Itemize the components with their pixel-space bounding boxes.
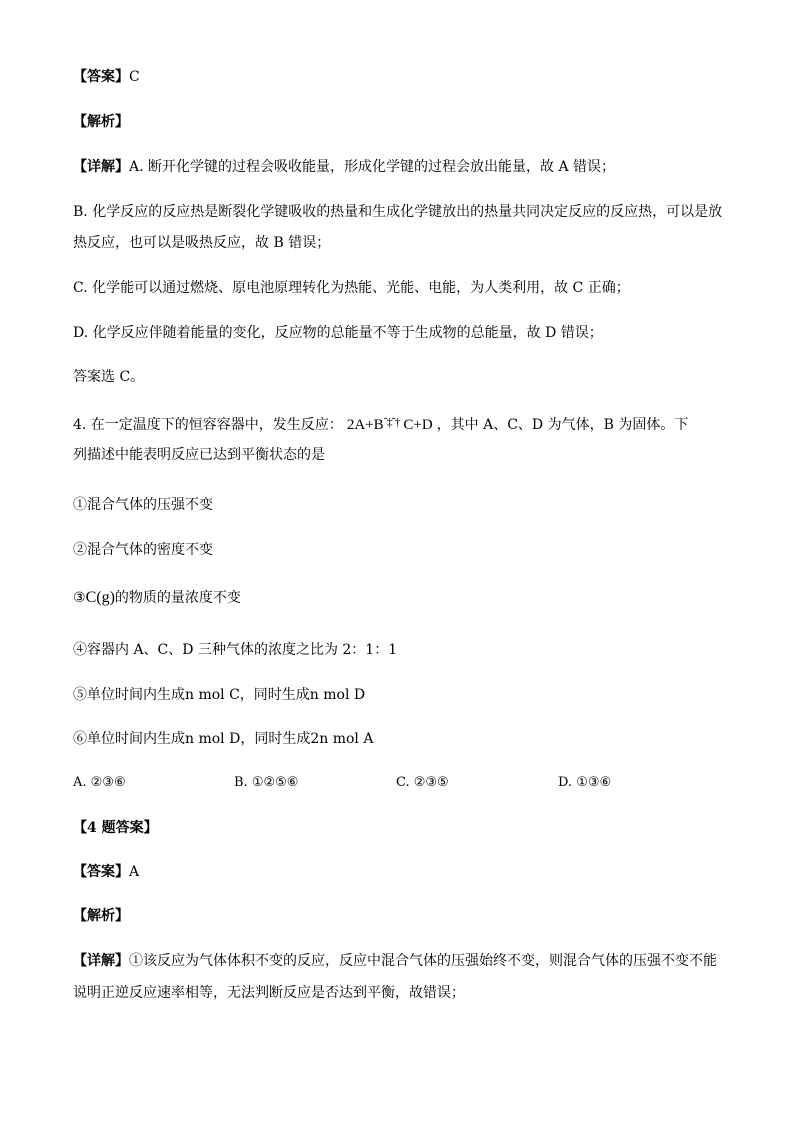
reaction-equation (343, 417, 437, 433)
q4-stem-line1 (73, 414, 688, 436)
option-d[interactable]: D. ①③⑥ (558, 775, 612, 790)
q4-detail-line2: 说明正逆反应速率相等，无法判断反应是否达到平衡，故错误； (73, 985, 465, 1001)
detail-a-text: A. 断开化学键的过程会吸收能量，形成化学键的过程会放出能量，故 A 错误； (129, 159, 616, 175)
q4-statement-3 (73, 587, 241, 609)
q4-stem-line2: 列描述中能表明反应已达到平衡状态的是 (73, 447, 325, 463)
statement-3-text: 的物质的量浓度不变 (114, 590, 241, 606)
detail-line1-text: ①该反应为气体体积不变的反应，反应中混合气体的压强始终不变，则混合气体的压强不变不能 (129, 953, 717, 969)
q3-detail-b-line2: 热反应，也可以是吸热反应，故 B 错误； (73, 235, 331, 251)
equation-right: C+D (403, 417, 433, 433)
q4-statement-4: ④容器内 A、C、D 三种气体的浓度之比为 2：1：1 (73, 642, 398, 658)
detail-label: 【详解】 (73, 159, 129, 175)
stem-prefix: 4. 在一定温度下的恒容容器中，发生反应： (73, 417, 343, 433)
stem-suffix: ，其中 A、C、D 为气体，B 为固体。下 (436, 417, 689, 433)
statement-3-formula: C(g) (85, 589, 115, 606)
q4-statement-1: ①混合气体的压强不变 (73, 497, 213, 513)
q3-conclusion: 答案选 C。 (73, 369, 145, 385)
q4-statement-6: ⑥单位时间内生成n mol D，同时生成2n mol A (73, 731, 374, 747)
q4-detail-line1 (73, 950, 717, 972)
q3-detail-d: D. 化学反应伴随着能量的变化，反应物的总能量不等于生成物的总能量，故 D 错误； (73, 325, 603, 341)
q3-answer-line (73, 66, 140, 88)
q4-answer-line (73, 861, 139, 883)
option-a[interactable]: A. ②③⑥ (73, 775, 126, 790)
answer-value: C (129, 69, 140, 85)
q4-answer-header: 【4 题答案】 (73, 820, 158, 836)
q4-statement-2: ②混合气体的密度不变 (73, 542, 213, 558)
option-c[interactable]: C. ②③⑤ (396, 775, 449, 790)
option-b[interactable]: B. ①②⑤⑥ (234, 775, 299, 790)
answer-label: 【答案】 (73, 69, 129, 85)
q3-detail-b-line1: B. 化学反应的反应热是断裂化学键吸收的热量和生成化学键放出的热量共同决定反应的反应热，可以是放 (73, 204, 723, 220)
q4-analysis-label: 【解析】 (73, 908, 129, 924)
equation-left: 2A+B (346, 417, 384, 433)
statement-3-number: ③ (73, 590, 86, 606)
q4-options-row (73, 772, 723, 794)
q4-statement-5: ⑤单位时间内生成n mol C，同时生成n mol D (73, 687, 366, 703)
q3-detail-a (73, 156, 615, 178)
q3-analysis-label: 【解析】 (73, 114, 129, 130)
q3-detail-c: C. 化学能可以通过燃烧、原电池原理转化为热能、光能、电能，为人类利用，故 C 正确； (73, 280, 630, 296)
equilibrium-arrow-icon: ˆ‡ˆ† (383, 415, 400, 429)
answer-value: A (129, 864, 140, 880)
answer-label: 【答案】 (73, 864, 129, 880)
detail-label: 【详解】 (73, 953, 129, 969)
